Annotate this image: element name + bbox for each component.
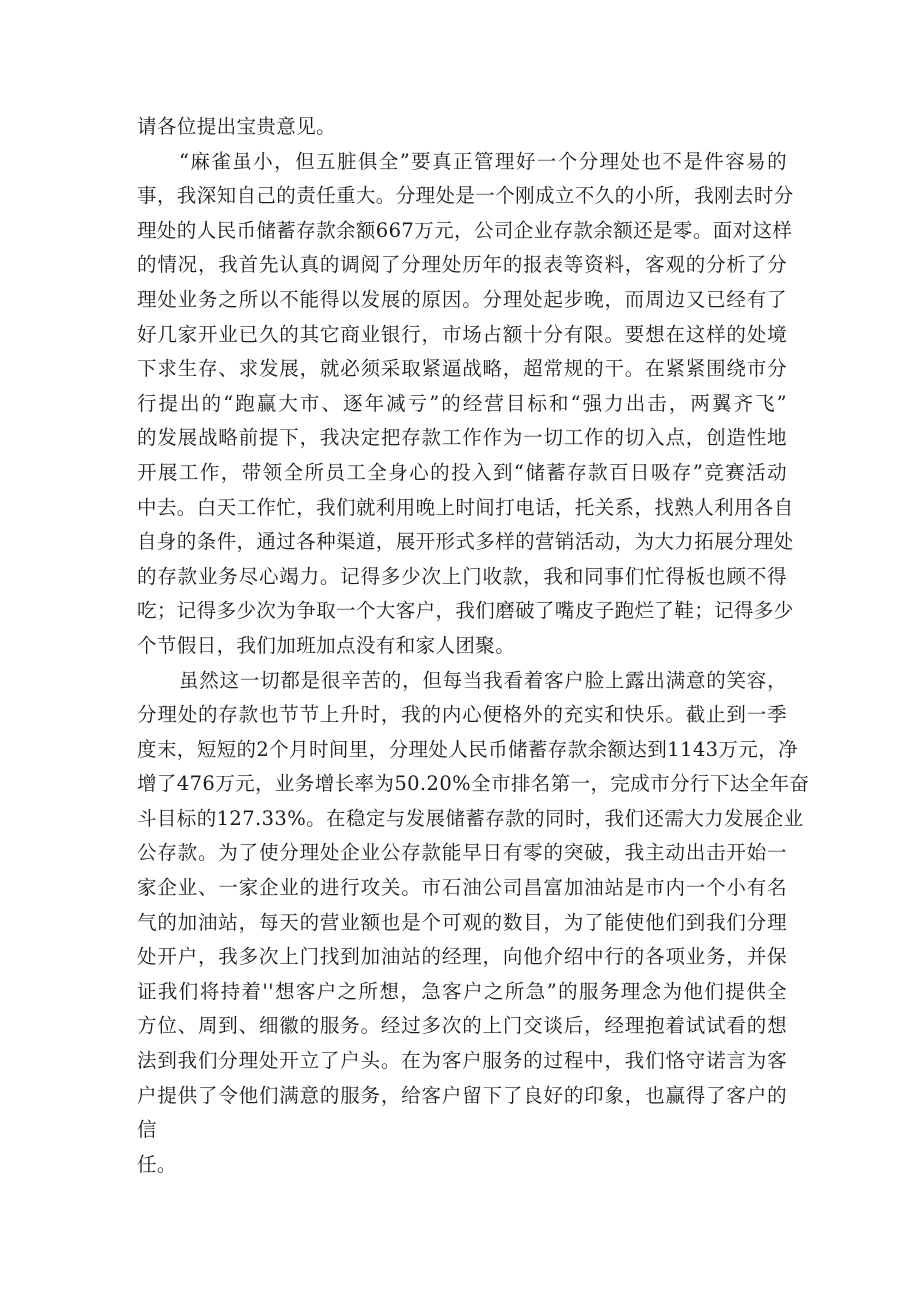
text-line: 信 [137,1118,157,1142]
text-line: 请各位提出宝贵意见。 [137,115,337,138]
text-line: 中去。白天工作忙，我们就利用晚上时间打电话，托关系，找熟人利用各自 [137,495,794,519]
paragraph-first-line: “麻雀虽小，但五脏俱全”要真正管理好一个分理处也不是件容易的 [179,149,787,173]
text-line: 公存款。为了使分理处企业公存款能早日有零的突破，我主动出击开始一 [137,841,787,865]
paragraph-first-line: 虽然这一切都是很辛苦的，但每当我看着客户脸上露出满意的笑容， [179,668,787,692]
text-line: 好几家开业已久的其它商业银行，市场占额十分有限。要想在这样的处境 [137,322,787,346]
text-line: 的发展战略前提下，我决定把存款工作作为一切工作的切入点，创造性地 [137,426,787,450]
text-line: 处开户，我多次上门找到加油站的经理，向他介绍中行的各项业务，并保 [137,945,787,969]
text-line: 家企业、一家企业的进行攻关。市石油公司昌富加油站是市内一个小有名 [137,876,787,900]
text-line: 气的加油站，每天的营业额也是个可观的数目，为了能使他们到我们分理 [137,910,787,934]
text-line: 吃；记得多少次为争取一个大客户，我们磨破了嘴皮子跑烂了鞋；记得多少 [137,599,794,623]
document-body [137,110,810,1182]
text-line: 自身的条件，通过各种渠道，展开形式多样的营销活动，为大力拓展分理处 [137,530,794,554]
text-line: 行提出的“跑赢大市、逐年减亏”的经营目标和“强力出击，两翼齐飞” [137,391,787,415]
text-line: 开展工作，带领全所员工全身心的投入到“储蓄存款百日吸存”竞赛活动 [137,460,787,484]
text-line: 理处业务之所以不能得以发展的原因。分理处起步晚，而周边又已经有了 [137,287,787,311]
text-line: 事，我深知自己的责任重大。分理处是一个刚成立不久的小所，我刚去时分 [137,184,794,208]
text-line: 证我们将持着''想客户之所想，急客户之所急”的服务理念为他们提供全 [137,979,787,1003]
paragraph-last-line: 任。 [137,1152,177,1176]
text-line: 户提供了令他们满意的服务，给客户留下了良好的印象，也赢得了客户的 [137,1083,787,1107]
text-line: 的存款业务尽心竭力。记得多少次上门收款，我和同事们忙得板也顾不得 [137,564,787,588]
text-line: 方位、周到、细徽的服务。经过多次的上门交谈后，经理抱着试试看的想 [137,1014,787,1038]
paragraph-last-line: 个节假日，我们加班加点没有和家人团聚。 [137,633,516,657]
text-line: 分理处的存款也节节上升时，我的内心便格外的充实和快乐。截止到一季 [137,703,787,727]
text-line: 斗目标的127.33%。在稳定与发展储蓄存款的同时，我们还需大力发展企业 [137,806,804,830]
text-line: 的情况，我首先认真的调阅了分理处历年的报表等资料，客观的分析了分 [137,253,787,277]
text-line: 理处的人民币储蓄存款余额667万元，公司企业存款余额还是零。面对这样 [137,218,793,242]
text-line: 度末，短短的2个月时间里，分理处人民币储蓄存款余额达到1143万元，净 [137,737,799,761]
text-line: 下求生存、求发展，就必须采取紧逼战略，超常规的干。在紧紧围绕市分 [137,357,787,381]
text-line: 增了476万元，业务增长率为50.20%全市排名第一，完成市分行下达全年奋 [137,772,810,796]
text-line: 法到我们分理处开立了户头。在为客户服务的过程中，我们恪守诺言为客 [137,1049,787,1073]
